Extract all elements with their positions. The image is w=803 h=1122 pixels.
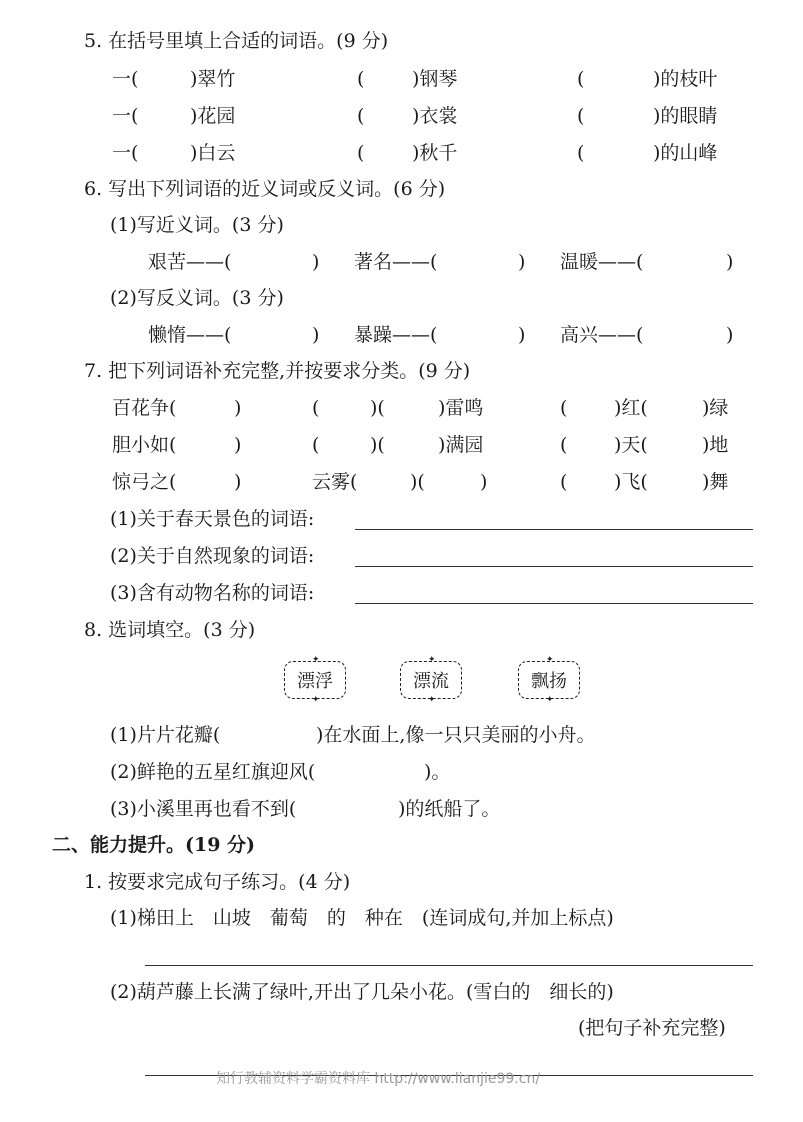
q8-s1-b: )在水面上,像一只只美丽的小舟。 xyxy=(316,724,596,746)
q7-r1-f: ( xyxy=(560,397,568,419)
q5-r2-d: )衣裳 xyxy=(412,105,458,127)
q5-title: 5. 在括号里填上合适的词语。(9 分) xyxy=(84,30,389,52)
section-2-title: 二、能力提升。(19 分) xyxy=(52,834,256,856)
q7-r3-f: ( xyxy=(560,471,568,493)
q7-r3-e: ) xyxy=(480,471,488,493)
q7-r3-a: 惊弓之( xyxy=(112,471,177,493)
q8-s2-b: )。 xyxy=(424,761,451,783)
q7-cat2-answer-line[interactable] xyxy=(355,566,753,567)
q6-r1-c: 著名——( xyxy=(354,251,438,273)
q6-r2-e: 高兴——( xyxy=(560,324,644,346)
q5-r2-e: ( xyxy=(577,105,585,127)
word-box-3-text: ✦ 飘扬 xyxy=(531,671,567,692)
sec2-q1-title: 1. 按要求完成句子练习。(4 分) xyxy=(84,871,351,893)
q7-r1-c: ( xyxy=(312,397,320,419)
q6-sub2: (2)写反义词。(3 分) xyxy=(110,287,284,309)
q8-s3-a: (3)小溪里再也看不到( xyxy=(110,798,297,820)
sec2-s1: (1)梯田上 山坡 葡萄 的 种在 (连词成句,并加上标点) xyxy=(110,907,614,929)
q8-s2-a: (2)鲜艳的五星红旗迎风( xyxy=(110,761,316,783)
q7-cat1-label: (1)关于春天景色的词语: xyxy=(110,508,315,530)
q5-r2-f: )的眼睛 xyxy=(653,105,718,127)
q7-r2-f: ( xyxy=(560,434,568,456)
q7-r1-e: )雷鸣 xyxy=(438,397,484,419)
word-box-1 xyxy=(284,661,346,699)
q5-r3-b: )白云 xyxy=(190,142,236,164)
q7-cat3-label: (3)含有动物名称的词语: xyxy=(110,582,315,604)
q7-cat1-answer-line[interactable] xyxy=(355,529,753,530)
q8-s1-a: (1)片片花瓣( xyxy=(110,724,221,746)
q7-r3-g: )飞( xyxy=(614,471,648,493)
q8-title: 8. 选词填空。(3 分) xyxy=(84,619,256,641)
q6-sub1: (1)写近义词。(3 分) xyxy=(110,214,284,236)
q7-r3-c: 云雾( xyxy=(312,471,358,493)
q7-r2-b: ) xyxy=(234,434,242,456)
q6-r1-f: ) xyxy=(726,251,734,273)
q7-r2-d: )( xyxy=(370,434,385,456)
q5-r1-c: ( xyxy=(357,68,365,90)
q7-cat3-answer-line[interactable] xyxy=(355,603,753,604)
word-box-2 xyxy=(400,661,462,699)
q5-r2-c: ( xyxy=(357,105,365,127)
q6-r1-d: ) xyxy=(518,251,526,273)
word-box-2-text: ✦ 漂流 xyxy=(413,671,449,692)
q6-r2-b: ) xyxy=(312,324,320,346)
q7-r2-e: )满园 xyxy=(438,434,484,456)
q6-r1-b: ) xyxy=(312,251,320,273)
q6-title: 6. 写出下列词语的近义词或反义词。(6 分) xyxy=(84,178,446,200)
sec2-s2-note: (把句子补充完整) xyxy=(578,1017,726,1039)
q7-cat2-label: (2)关于自然现象的词语: xyxy=(110,545,315,567)
q6-r2-c: 暴躁——( xyxy=(354,324,438,346)
q7-r3-b: ) xyxy=(234,471,242,493)
q7-r1-g: )红( xyxy=(614,397,648,419)
word-box-1-text: ✦ 漂浮 xyxy=(297,671,333,692)
q5-r3-d: )秋千 xyxy=(412,142,458,164)
q6-r1-e: 温暖——( xyxy=(560,251,644,273)
q5-r1-f: )的枝叶 xyxy=(653,68,718,90)
q5-r1-d: )钢琴 xyxy=(412,68,458,90)
q7-r2-h: )地 xyxy=(702,434,729,456)
q5-r2-b: )花园 xyxy=(190,105,236,127)
q5-r2-a: 一( xyxy=(112,105,139,127)
q7-r1-b: ) xyxy=(234,397,242,419)
q6-r2-f: ) xyxy=(726,324,734,346)
q5-r1-b: )翠竹 xyxy=(190,68,236,90)
sec2-s1-answer-line[interactable] xyxy=(145,965,753,966)
q7-r2-c: ( xyxy=(312,434,320,456)
q7-r1-h: )绿 xyxy=(702,397,729,419)
q7-r2-a: 胆小如( xyxy=(112,434,177,456)
q7-r1-a: 百花争( xyxy=(112,397,177,419)
q6-r2-a: 懒惰——( xyxy=(148,324,232,346)
q7-title: 7. 把下列词语补充完整,并按要求分类。(9 分) xyxy=(84,360,471,382)
q5-r3-f: )的山峰 xyxy=(653,142,718,164)
q6-r2-d: ) xyxy=(518,324,526,346)
word-box-3 xyxy=(518,661,580,699)
q5-r1-e: ( xyxy=(577,68,585,90)
q7-r1-d: )( xyxy=(370,397,385,419)
sec2-s2: (2)葫芦藤上长满了绿叶,开出了几朵小花。(雪白的 细长的) xyxy=(110,981,614,1003)
q7-r3-h: )舞 xyxy=(702,471,729,493)
q7-r3-d: )( xyxy=(410,471,425,493)
q7-r2-g: )天( xyxy=(614,434,648,456)
q5-r1-a: 一( xyxy=(112,68,139,90)
q5-r3-c: ( xyxy=(357,142,365,164)
watermark-text: 知行教辅资料学霸资料库 http://www.lianjie99.cn/ xyxy=(216,1071,541,1087)
q6-r1-a: 艰苦——( xyxy=(148,251,232,273)
q5-r3-a: 一( xyxy=(112,142,139,164)
q5-r3-e: ( xyxy=(577,142,585,164)
q8-s3-b: )的纸船了。 xyxy=(398,798,501,820)
